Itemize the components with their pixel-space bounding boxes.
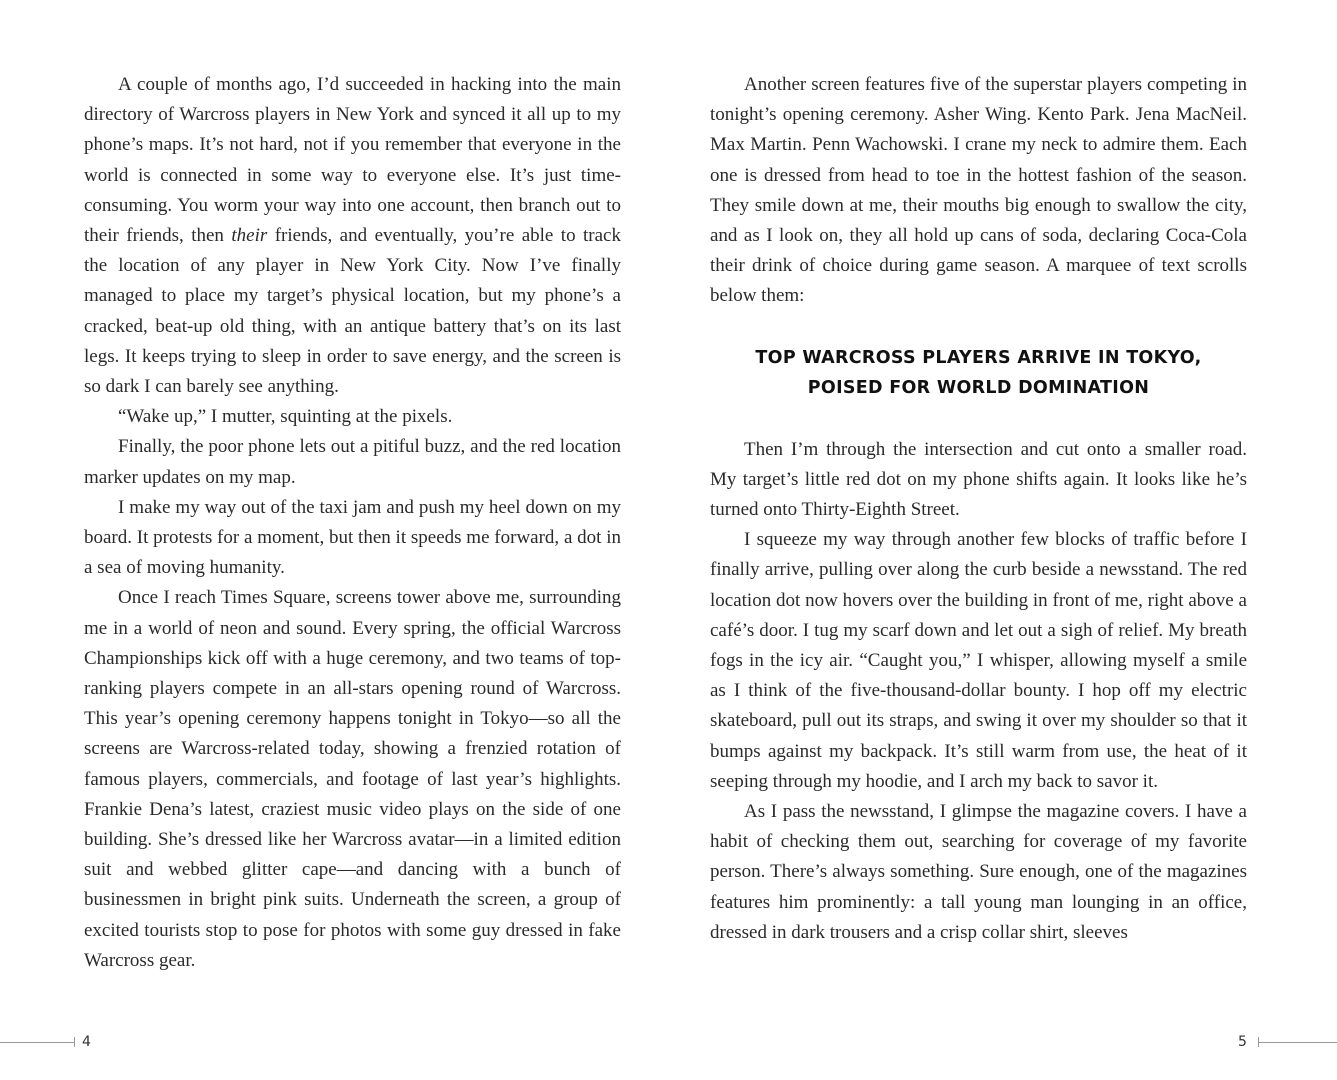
- left-page: [84, 70, 621, 976]
- footer-rule-left: [0, 1042, 74, 1043]
- paragraph-1-text-a: A couple of months ago, I’d succeeded in hacking into the main directory of Warcross players in New York and synced it all up to my phone’s maps. It’s not hard, not if you remember that everyone in the world is connected in some way to everyone else. It’s just time-consuming. You worm your way into one account, then branch out to their friends, then: [84, 74, 621, 247]
- paragraph-1-text-b: friends, and eventually, you’re able to track the location of any player in New York City. Now I’ve finally managed to place my target’s physical location, but my phone’s a cracked, beat-up old thing, with an antique battery that’s on its last legs. It keeps trying to sleep in order to save energy, and the screen is so dark I can barely see anything.: [84, 225, 621, 398]
- right-page: [710, 70, 1247, 948]
- paragraph-4: I make my way out of the taxi jam and push my heel down on my board. It protests for a moment, but then it speeds me forward, a dot in a sea of moving humanity.: [84, 496, 621, 579]
- headline-line-1: TOP WARCROSS PLAYERS ARRIVE IN TOKYO,: [755, 347, 1202, 368]
- paragraph-1: [84, 70, 621, 402]
- paragraph-3: Finally, the poor phone lets out a pitiful buzz, and the red location marker updates on my map.: [84, 436, 621, 488]
- paragraph-5: Once I reach Times Square, screens tower above me, surrounding me in a world of neon and sound. Every spring, the official Warcross Championships kick off with a huge ceremony, and two teams of top-ranking players compete in an all-stars opening round of Warcross. This year’s opening ceremony happens tonight in Tokyo—so all the screens are Warcross-related today, showing a frenzied rotation of famous players, commercials, and footage of last year’s highlights. Frankie Dena’s latest, craziest music video plays on the side of one building. She’s dressed like her Warcross avatar—in a limited edition suit and webbed glitter cape—and dancing with a bunch of businessmen in bright pink suits. Underneath the screen, a group of excited tourists stop to pose for photos with some guy dressed in fake Warcross gear.: [84, 587, 621, 971]
- paragraph-9: As I pass the newsstand, I glimpse the magazine covers. I have a habit of checking them out, searching for coverage of my favorite person. There’s always something. Sure enough, one of the magazines features him prominently: a tall young man lounging in an office, dressed in dark trousers and a crisp collar shirt, sleeves: [710, 801, 1247, 943]
- page-number-right: 5: [1238, 1034, 1247, 1050]
- paragraph-8: I squeeze my way through another few blocks of traffic before I finally arrive, pulling over along the curb beside a newsstand. The red location dot now hovers over the building in front of me, right above a café’s door. I tug my scarf down and let out a sigh of relief. My breath fogs in the icy air. “Caught you,” I whisper, allowing myself a smile as I think of the five-thousand-dollar bounty. I hop off my electric skateboard, pull out its straps, and swing it over my shoulder so that it bumps against my backpack. It’s still warm from use, the heat of it seeping through my hoodie, and I arch my back to savor it.: [710, 529, 1247, 792]
- marquee-headline: [710, 343, 1247, 404]
- paragraph-6: Another screen features five of the superstar players competing in tonight’s opening ceremony. Asher Wing. Kento Park. Jena MacNeil. Max Martin. Penn Wachowski. I crane my neck to admire them. Each one is dressed from head to toe in the hottest fashion of the season. They smile down at me, their mouths big enough to swallow the city, and as I look on, they all hold up cans of soda, declaring Coca-Cola their drink of choice during game season. A marquee of text scrolls below them:: [710, 74, 1247, 307]
- headline-line-2: POISED FOR WORLD DOMINATION: [807, 378, 1150, 399]
- page-number-left: 4: [82, 1034, 91, 1050]
- paragraph-7: Then I’m through the intersection and cut onto a smaller road. My target’s little red dot on my phone shifts again. It looks like he’s turned onto Thirty-Eighth Street.: [710, 438, 1247, 521]
- paragraph-2: “Wake up,” I mutter, squinting at the pixels.: [118, 406, 453, 428]
- paragraph-1-italic: their: [231, 225, 268, 247]
- footer-tick-left: [74, 1037, 75, 1047]
- footer-rule-right: [1258, 1042, 1337, 1043]
